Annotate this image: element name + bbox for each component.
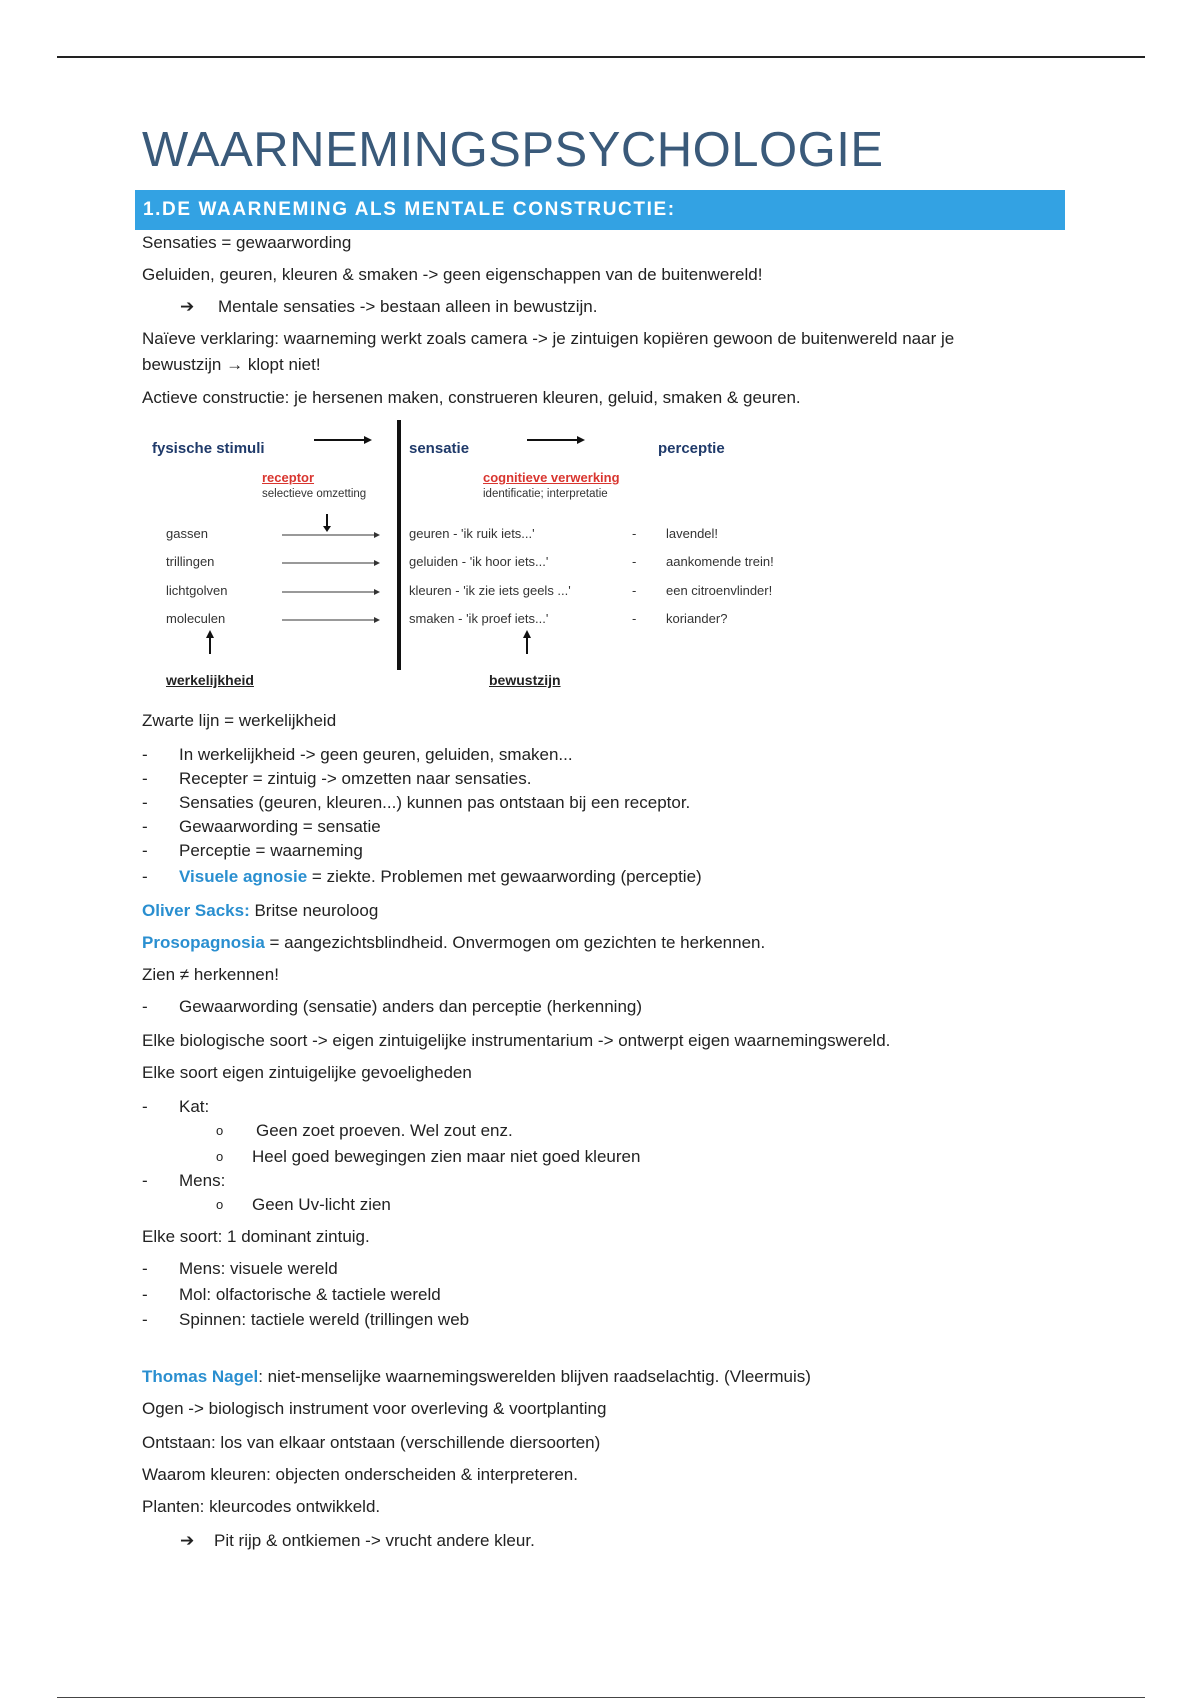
paragraph-gevoeligheden: Elke soort eigen zintuigelijke gevoeligheden — [142, 1063, 472, 1082]
sensatie-item: geuren - 'ik ruik iets...' — [409, 526, 535, 541]
diagram-receptor-sub: selectieve omzetting — [262, 488, 367, 500]
paragraph-zwarte-lijn: Zwarte lijn = werkelijkheid — [142, 711, 337, 730]
dash: - — [142, 841, 148, 860]
term-visuele-agnosie: Visuele agnosie — [179, 867, 308, 886]
arrow-icon: ➔ — [180, 1531, 195, 1550]
diagram-cognitief: cognitieve verwerking — [483, 470, 620, 485]
arrow-text: Pit rijp & ontkiemen -> vrucht andere kleur. — [214, 1531, 535, 1550]
paragraph-planten: Planten: kleurcodes ontwikkeld. — [142, 1497, 381, 1516]
dash: - — [142, 997, 148, 1016]
list-text: Recepter = zintuig -> omzetten naar sensaties. — [179, 769, 532, 788]
dash: - — [142, 817, 148, 836]
paragraph-prosopagnosia — [142, 932, 765, 954]
paragraph-ogen: Ogen -> biologisch instrument voor overleving & voortplanting — [142, 1399, 607, 1418]
diagram-head-sensatie: sensatie — [409, 440, 470, 457]
dash: - — [142, 1097, 148, 1116]
list-text: Kat: — [179, 1097, 210, 1116]
diagram-bewustzijn: bewustzijn — [489, 672, 561, 688]
perception-diagram — [142, 418, 802, 698]
diagram-werkelijkheid: werkelijkheid — [166, 672, 254, 688]
dash: - — [142, 1310, 148, 1329]
list-text: Sensaties (geuren, kleuren...) kunnen pas ontstaan bij een receptor. — [179, 793, 691, 812]
sublist-text: Heel goed bewegingen zien maar niet goed kleuren — [252, 1147, 641, 1166]
sensatie-item: smaken - 'ik proef iets...' — [409, 611, 549, 626]
paragraph-ontstaan: Ontstaan: los van elkaar ontstaan (verschillende diersoorten) — [142, 1433, 601, 1452]
stimulus-item: lichtgolven — [166, 583, 228, 598]
diagram-receptor: receptor — [262, 470, 315, 485]
list-text: Mens: — [179, 1171, 226, 1190]
dash: - — [142, 1285, 148, 1304]
sublist-text: Geen Uv-licht zien — [252, 1195, 391, 1214]
list-text: Mens: visuele wereld — [179, 1259, 338, 1278]
dash: - — [142, 745, 148, 764]
stimulus-item: trillingen — [166, 554, 215, 569]
diagram-dash: - — [632, 611, 637, 626]
sublist-text: Geen zoet proeven. Wel zout enz. — [256, 1121, 513, 1140]
page-title: WAARNEMINGSPSYCHOLOGIE — [142, 123, 884, 177]
perceptie-item: aankomende trein! — [666, 554, 774, 569]
list-text: Perceptie = waarneming — [179, 841, 363, 860]
list-text: = ziekte. Problemen met gewaarwording (perceptie) — [307, 867, 702, 886]
term-oliver-sacks: Oliver Sacks: — [142, 901, 250, 920]
paragraph-kleuren: Waarom kleuren: objecten onderscheiden & interpreteren. — [142, 1465, 578, 1484]
paragraph-nagel — [142, 1366, 811, 1388]
list-text: Gewaarwording = sensatie — [179, 817, 381, 836]
list-text: In werkelijkheid -> geen geuren, geluiden, smaken... — [179, 745, 573, 764]
diagram-head-stimuli: fysische stimuli — [152, 440, 265, 457]
nagel-text: : niet-menselijke waarnemingswerelden blijven raadselachtig. (Vleermuis) — [258, 1367, 811, 1386]
circle-bullet-icon: o — [216, 1123, 224, 1138]
circle-bullet-icon: o — [216, 1197, 224, 1212]
diagram-cognitief-sub: identificatie; interpretatie — [483, 488, 608, 500]
stimulus-item: moleculen — [166, 611, 226, 626]
dash: - — [142, 769, 148, 788]
section-heading: 1.DE WAARNEMING ALS MENTALE CONSTRUCTIE: — [135, 190, 1065, 230]
perceptie-item: lavendel! — [666, 526, 719, 541]
perceptie-item: een citroenvlinder! — [666, 583, 773, 598]
paragraph-dominant: Elke soort: 1 dominant zintuig. — [142, 1227, 370, 1246]
sensatie-item: kleuren - 'ik zie iets geels ...' — [409, 583, 571, 598]
dash: - — [142, 793, 148, 812]
dash: - — [142, 867, 148, 886]
arrow-icon: ➔ — [180, 297, 195, 316]
dash: - — [142, 1259, 148, 1278]
sensatie-item: geluiden - 'ik hoor iets...' — [409, 554, 549, 569]
diagram-head-perceptie: perceptie — [658, 440, 725, 457]
diagram-dash: - — [632, 583, 637, 598]
proso-text: = aangezichtsblindheid. Onvermogen om gezichten te herkennen. — [264, 933, 766, 952]
paragraph-actieve: Actieve constructie: je hersenen maken, construeren kleuren, geluid, smaken & geuren. — [142, 388, 801, 407]
dash: - — [142, 1171, 148, 1190]
top-rule — [57, 56, 1145, 58]
diagram-dash: - — [632, 526, 637, 541]
diagram-dash: - — [632, 554, 637, 569]
paragraph-naieve: Naïeve verklaring: waarneming werkt zoals camera -> je zintuigen kopiëren gewoon de buitenwereld naar je bewustzijn → klopt niet! — [142, 329, 955, 374]
term-prosopagnosia: Prosopagnosia — [142, 933, 265, 952]
term-thomas-nagel: Thomas Nagel — [142, 1367, 259, 1386]
list-text: Gewaarwording (sensatie) anders dan perceptie (herkenning) — [179, 997, 643, 1016]
paragraph-geluiden: Geluiden, geuren, kleuren & smaken -> geen eigenschappen van de buitenwereld! — [142, 265, 763, 284]
stimulus-item: gassen — [166, 526, 208, 541]
arrow-text: Mentale sensaties -> bestaan alleen in bewustzijn. — [218, 297, 598, 316]
bottom-rule — [57, 1697, 1145, 1698]
list-text: Spinnen: tactiele wereld (trillingen web — [179, 1310, 470, 1329]
paragraph-biologische-soort: Elke biologische soort -> eigen zintuigelijke instrumentarium -> ontwerpt eigen waarnemingswereld. — [142, 1031, 891, 1050]
perceptie-item: koriander? — [666, 611, 728, 626]
sacks-text: Britse neuroloog — [249, 901, 379, 920]
paragraph-sacks — [142, 900, 378, 922]
circle-bullet-icon: o — [216, 1149, 224, 1164]
paragraph-zien: Zien ≠ herkennen! — [142, 965, 279, 984]
paragraph-sensaties: Sensaties = gewaarwording — [142, 233, 352, 252]
list-text: Mol: olfactorische & tactiele wereld — [179, 1285, 441, 1304]
